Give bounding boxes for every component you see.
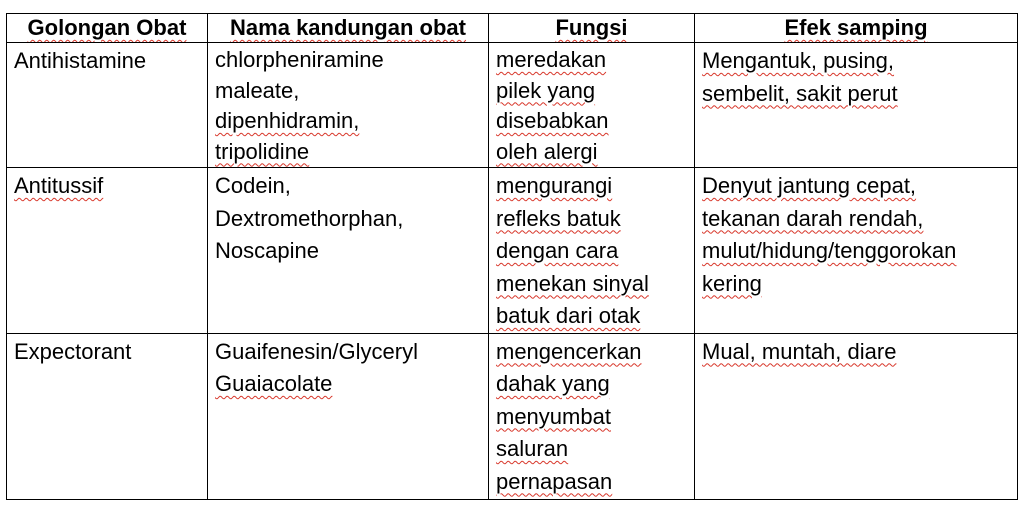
header-nama-kandungan-obat: Nama kandungan obat — [208, 14, 489, 43]
cell-line: dahak yang — [496, 371, 610, 396]
table-row-antihistamine — [7, 43, 1018, 168]
cell-line: oleh alergi — [496, 138, 598, 164]
cell-efek — [695, 333, 1018, 499]
cell-line: disebabkan — [496, 108, 609, 133]
cell-line: Guaifenesin/Glyceryl — [215, 338, 418, 364]
cell-line: Antihistamine — [14, 48, 147, 73]
cell-line: Dextromethorphan, — [215, 205, 404, 231]
cell-golongan — [7, 168, 208, 334]
table-row-expectorant — [7, 333, 1018, 499]
cell-fungsi — [489, 168, 695, 334]
cell-kandungan — [208, 43, 489, 168]
cell-line: mengencerkan — [496, 338, 642, 364]
header-efek-samping: Efek samping — [695, 14, 1018, 43]
header-fungsi: Fungsi — [489, 14, 695, 43]
cell-fungsi — [489, 43, 695, 168]
cell-line: tekanan darah rendah, — [702, 205, 924, 231]
cell-line: dipenhidramin, — [215, 108, 360, 133]
cell-line: batuk dari otak — [496, 303, 641, 328]
cell-line: menekan sinyal — [496, 270, 649, 296]
cell-line: sembelit, sakit perut — [702, 80, 898, 106]
cell-line: Expectorant — [14, 338, 132, 364]
cell-efek — [695, 168, 1018, 334]
cell-line: refleks batuk — [496, 205, 621, 231]
cell-line: Codein, — [215, 173, 291, 198]
cell-line: Guaiacolate — [215, 371, 333, 396]
cell-line: mengurangi — [496, 173, 613, 198]
table-row-antitussif — [7, 168, 1018, 334]
cell-kandungan — [208, 168, 489, 334]
cell-line: Noscapine — [215, 238, 319, 263]
cell-efek — [695, 43, 1018, 168]
drug-class-table — [6, 13, 1018, 500]
cell-line: dengan cara — [496, 238, 619, 263]
cell-line: menyumbat — [496, 403, 611, 429]
cell-golongan — [7, 43, 208, 168]
cell-line: mulut/hidung/tenggorokan — [702, 238, 957, 263]
cell-line: Antitussif — [14, 173, 104, 198]
header-row — [7, 14, 1018, 43]
cell-line: meredakan — [496, 47, 607, 72]
cell-line: Denyut jantung cepat, — [702, 173, 917, 198]
cell-line: tripolidine — [215, 138, 310, 164]
cell-line: maleate, — [215, 77, 300, 103]
cell-golongan — [7, 333, 208, 499]
header-golongan-obat: Golongan Obat — [7, 14, 208, 43]
cell-line: pilek yang — [496, 77, 596, 103]
cell-line: saluran — [496, 436, 569, 461]
cell-line: Mual, muntah, diare — [702, 338, 897, 364]
cell-line: Mengantuk, pusing, — [702, 48, 895, 73]
cell-kandungan — [208, 333, 489, 499]
cell-line: kering — [702, 270, 762, 296]
cell-line: chlorpheniramine — [215, 47, 384, 72]
cell-fungsi — [489, 333, 695, 499]
cell-line: pernapasan — [496, 468, 613, 494]
